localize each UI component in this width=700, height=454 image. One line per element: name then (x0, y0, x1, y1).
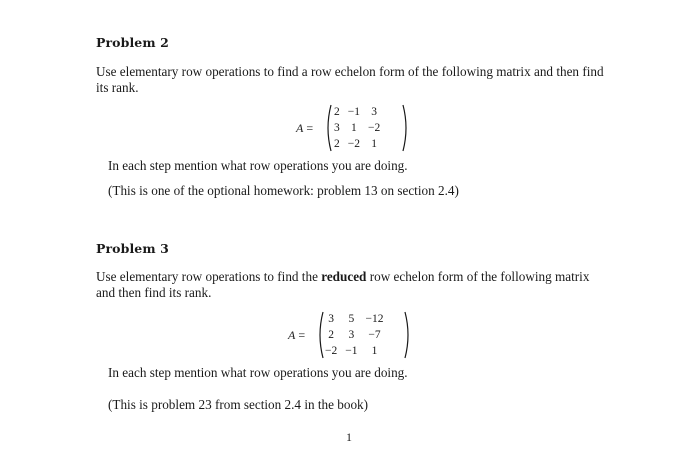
problem-3-matrix (316, 311, 412, 359)
problem-2-matrix-label (296, 121, 313, 136)
matrix-row (321, 343, 388, 359)
matrix-cell: 1 (351, 122, 357, 134)
problem-3-step-note: In each step mention what row operations you are doing. (108, 365, 408, 380)
matrix-row (330, 136, 384, 152)
matrix-cell: 2 (334, 138, 340, 150)
problem-2-source-note: (This is one of the optional homework: problem 13 on section 2.4) (108, 183, 459, 198)
problem-3-instructions (96, 269, 621, 301)
problem-3-source-note: (This is problem 23 from section 2.4 in the book) (108, 397, 369, 412)
problem-2-instructions (96, 64, 621, 96)
problem-3-matrix-label (288, 328, 305, 343)
problem-2-equals-sign: = (306, 121, 314, 135)
matrix-cell: 5 (348, 313, 355, 325)
right-parenthesis-icon (402, 104, 410, 152)
matrix-row (321, 327, 388, 343)
matrix-cell: −2 (368, 122, 381, 134)
problem-3-instructions-pre: Use elementary row operations to find the (96, 269, 322, 284)
matrix-cell: 2 (328, 329, 334, 341)
problem-3-equals-sign: = (298, 328, 306, 342)
problem-3-matrix-variable: A (288, 328, 296, 342)
matrix-cell: 3 (328, 313, 334, 325)
page-number: 1 (346, 430, 352, 444)
matrix-cell: −1 (347, 106, 360, 118)
matrix-cell: 3 (371, 106, 377, 118)
problem-2-matrix (324, 104, 410, 152)
matrix-cell: 1 (371, 138, 377, 150)
right-parenthesis-icon (404, 311, 412, 359)
problem-3-heading: Problem 3 (96, 241, 169, 256)
matrix-cell: −2 (325, 345, 338, 357)
matrix-cell: 1 (371, 345, 378, 357)
matrix-cell: −12 (365, 313, 384, 325)
problem-2-instructions-line-2: its rank. (96, 80, 139, 95)
matrix-cell: −7 (368, 329, 381, 341)
problem-3-instructions-line-2: and then find its rank. (96, 285, 212, 300)
problem-3-instructions-bold: reduced (321, 269, 367, 284)
matrix-cell: −2 (347, 138, 360, 150)
matrix-row (330, 104, 384, 120)
problem-2-heading: Problem 2 (96, 35, 169, 50)
matrix-cell: 3 (334, 122, 340, 134)
problem-3-instructions-post: row echelon form of the following matrix (366, 269, 590, 284)
matrix-cell: −1 (345, 345, 358, 357)
matrix-row (321, 311, 388, 327)
problem-3-instructions-line-1 (96, 269, 621, 285)
matrix-row (330, 120, 384, 136)
problem-2-matrix-variable: A (296, 121, 304, 135)
matrix-cell: 3 (348, 329, 355, 341)
matrix-cell: 2 (334, 106, 340, 118)
problem-2-step-note: In each step mention what row operations you are doing. (108, 158, 408, 173)
problem-2-instructions-line-1: Use elementary row operations to find a row echelon form of the following matrix and then find (96, 64, 604, 79)
